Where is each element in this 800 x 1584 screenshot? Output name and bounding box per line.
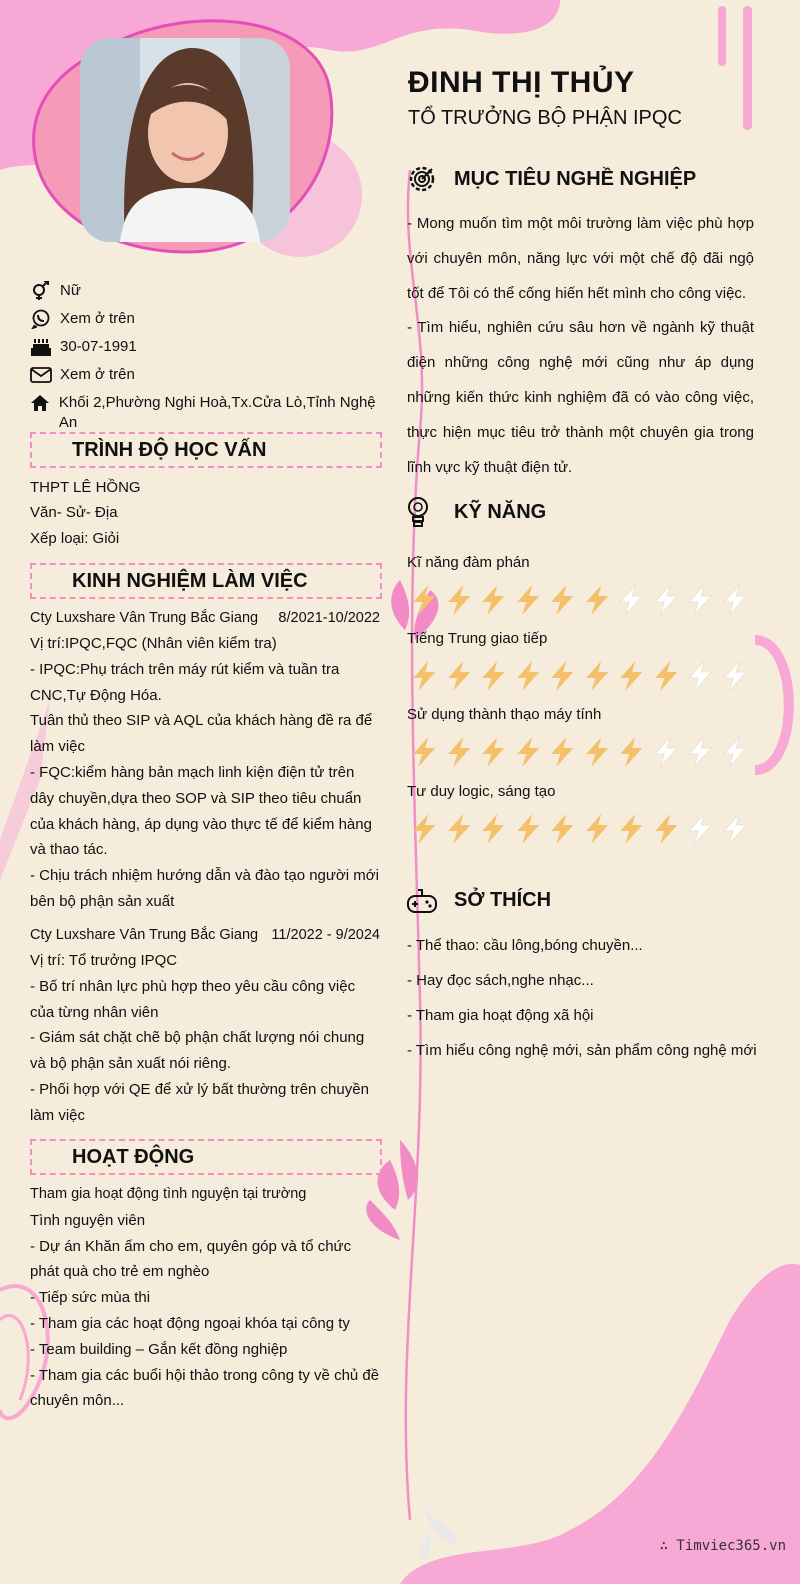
bolt-filled-icon [614, 659, 649, 693]
hobbies-title: SỞ THÍCH [454, 888, 552, 911]
bolt-empty-icon [683, 735, 718, 769]
activity-line: Tham gia hoạt động tình nguyện tại trường [30, 1186, 307, 1202]
bolt-filled-icon [614, 812, 649, 846]
skill-item [407, 705, 757, 769]
job-2-header [30, 923, 380, 948]
bolt-filled-icon [476, 735, 511, 769]
skill-item [407, 782, 757, 846]
hobby-item: - Tham gia hoạt động xã hội [407, 1007, 594, 1024]
target-gear-icon [406, 163, 438, 195]
bolt-filled-icon [476, 812, 511, 846]
skill-label: Tiếng Trung giao tiếp [407, 630, 548, 647]
bolt-empty-icon [649, 735, 684, 769]
bolt-empty-icon [718, 812, 753, 846]
bolt-empty-icon [683, 583, 718, 617]
bolt-filled-icon [511, 812, 546, 846]
experience-job-1 [30, 606, 380, 915]
gamepad-icon [406, 884, 438, 916]
bolt-filled-icon [545, 659, 580, 693]
skill-item [407, 629, 757, 693]
bolt-filled-icon [476, 659, 511, 693]
education-grade: Xếp loại: Giỏi [30, 529, 120, 547]
job-2-duty: - Bố trí nhân lực phù hợp theo yêu cầu công việc của từng nhân viên [30, 977, 356, 1021]
job-1-duty: - Chịu trách nhiệm hướng dẫn và đào tạo người mới bên bộ phận sản xuất [30, 867, 379, 910]
skill-label: Kĩ năng đàm phán [407, 554, 530, 571]
email-icon [30, 365, 52, 385]
objective-title: MỤC TIÊU NGHỀ NGHIỆP [454, 167, 697, 190]
bolt-filled-icon [545, 583, 580, 617]
skill-rating [407, 735, 757, 769]
activities-content [30, 1182, 380, 1414]
job-1-position: Vị trí:IPQC,FQC (Nhân viên kiểm tra) [30, 635, 277, 652]
experience-section-header [30, 563, 382, 599]
contact-birthday-text: 30-07-1991 [60, 338, 137, 355]
contact-address [30, 393, 380, 433]
bolt-filled-icon [476, 583, 511, 617]
hobbies-list [407, 928, 767, 1068]
education-school: THPT LÊ HỒNG [30, 479, 141, 496]
bolt-empty-icon [683, 659, 718, 693]
skills-title: KỸ NĂNG [454, 500, 547, 523]
bolt-empty-icon [718, 659, 753, 693]
birthday-cake-icon [30, 337, 52, 357]
contact-birthday [30, 337, 380, 365]
bolt-filled-icon [407, 812, 442, 846]
candidate-role: TỔ TRƯỞNG BỘ PHẬN IPQC [408, 107, 682, 129]
job-1-company: Cty Luxshare Vân Trung Bắc Giang [30, 610, 259, 626]
bolt-filled-icon [407, 735, 442, 769]
activities-title: HOẠT ĐỘNG [72, 1146, 195, 1168]
contact-address-text: Khối 2,Phường Nghi Hoà,Tx.Cửa Lò,Tỉnh Nghệ An [58, 394, 376, 431]
bolt-filled-icon [511, 583, 546, 617]
bolt-filled-icon [545, 735, 580, 769]
hobbies-section-header [406, 884, 551, 916]
bolt-filled-icon [614, 735, 649, 769]
bolt-filled-icon [580, 735, 615, 769]
job-1-duty: - IPQC:Phụ trách trên máy rút kiểm và tuần tra CNC,Tự Động Hóa. [30, 660, 340, 704]
job-1-period: 8/2021-10/2022 [278, 610, 380, 626]
education-content [30, 475, 380, 551]
skill-item [407, 553, 757, 617]
bolt-filled-icon [649, 812, 684, 846]
bolt-empty-icon [649, 583, 684, 617]
job-2-duty: - Phối hợp với QE để xử lý bất thường trên chuyền làm việc [30, 1080, 369, 1124]
bolt-empty-icon [683, 812, 718, 846]
education-section-header [30, 432, 382, 468]
objective-section-header [406, 163, 696, 195]
contact-email [30, 365, 380, 393]
job-1-duty: - FQC:kiểm hàng bản mạch linh kiện điện tử trên dây chuyền,dựa theo SOP và SIP theo tiêu chuẩn của khách hàng, áp dụng vào thực tế để kiểm hàng và thao tác. [30, 763, 372, 859]
bolt-empty-icon [718, 735, 753, 769]
brand-watermark: ∴ Timviec365.vn [659, 1538, 786, 1554]
experience-job-2 [30, 923, 380, 1129]
skill-rating [407, 659, 757, 693]
hobby-item: - Thể thao: cầu lông,bóng chuyền... [407, 937, 643, 954]
bolt-filled-icon [511, 735, 546, 769]
objective-paragraph: - Tìm hiểu, nghiên cứu sâu hơn về ngành kỹ thuật điện những công nghệ mới cũng như áp dụng những kiến thức kinh nghiệm đã có vào công việc, thực hiện mục tiêu trở thành một chuyên gia trong lĩnh vực kỹ thuật điện tử. [407, 319, 754, 476]
job-2-company: Cty Luxshare Vân Trung Bắc Giang [30, 927, 259, 943]
gender-icon [30, 281, 52, 301]
job-1-header [30, 606, 380, 631]
objective-paragraph: - Mong muốn tìm một môi trường làm việc phù hợp với chuyên môn, năng lực với một chế độ đãi ngộ tốt để Tôi có thể cống hiến hết mình cho công việc. [407, 215, 754, 302]
bolt-filled-icon [580, 812, 615, 846]
bolt-filled-icon [442, 812, 477, 846]
phone-icon [30, 309, 52, 329]
bolt-filled-icon [407, 659, 442, 693]
activities-section-header [30, 1139, 382, 1175]
contact-phone [30, 309, 380, 337]
bolt-filled-icon [442, 583, 477, 617]
bolt-filled-icon [580, 583, 615, 617]
education-title: TRÌNH ĐỘ HỌC VẤN [72, 439, 267, 461]
bolt-filled-icon [442, 659, 477, 693]
activity-line: Tình nguyện viên [30, 1211, 146, 1229]
contact-email-text: Xem ở trên [60, 366, 135, 383]
lightbulb-icon [406, 496, 438, 528]
bolt-empty-icon [718, 583, 753, 617]
activity-line: - Dự án Khăn ấm cho em, quyên góp và tổ chức phát quà cho trẻ em nghèo [30, 1237, 352, 1281]
skill-label: Tư duy logic, sáng tạo [407, 783, 556, 800]
activity-line: - Tiếp sức mùa thi [30, 1289, 151, 1307]
objective-content [407, 207, 754, 485]
education-subjects: Văn- Sử- Địa [30, 504, 118, 522]
contact-phone-text: Xem ở trên [60, 310, 135, 327]
skills-section-header [406, 496, 546, 528]
bolt-filled-icon [580, 659, 615, 693]
contact-gender [30, 281, 380, 309]
bolt-filled-icon [442, 735, 477, 769]
contact-gender-text: Nữ [60, 282, 81, 299]
skill-rating [407, 583, 757, 617]
bolt-empty-icon [614, 583, 649, 617]
bolt-filled-icon [545, 812, 580, 846]
bolt-filled-icon [407, 583, 442, 617]
bolt-filled-icon [511, 659, 546, 693]
activity-line: - Team building – Gắn kết đồng nghiệp [30, 1340, 288, 1358]
skill-rating [407, 812, 757, 846]
profile-photo [80, 38, 290, 242]
activity-line: - Tham gia các buổi hội thảo trong công ty về chủ đề chuyên môn... [30, 1366, 380, 1410]
job-1-duty: Tuân thủ theo SIP và AQL của khách hàng đề ra để làm việc [30, 712, 373, 756]
activity-line: - Tham gia các hoạt động ngoại khóa tại công ty [30, 1314, 350, 1332]
hobby-item: - Hay đọc sách,nghe nhạc... [407, 972, 594, 989]
experience-title: KINH NGHIỆM LÀM VIỆC [72, 570, 308, 592]
hobby-item: - Tìm hiểu công nghệ mới, sản phẩm công nghệ mới [407, 1042, 757, 1059]
contact-list [30, 281, 380, 433]
job-2-position: Vị trí: Tổ trưởng IPQC [30, 952, 178, 969]
job-2-period: 11/2022 - 9/2024 [271, 927, 380, 943]
home-icon [30, 393, 51, 413]
candidate-name: ĐINH THỊ THỦY [408, 66, 635, 99]
skill-label: Sử dụng thành thạo máy tính [407, 706, 602, 723]
job-2-duty: - Giám sát chặt chẽ bộ phận chất lượng nói chung và bộ phận sản xuất nói riêng. [30, 1029, 365, 1073]
bolt-filled-icon [649, 659, 684, 693]
